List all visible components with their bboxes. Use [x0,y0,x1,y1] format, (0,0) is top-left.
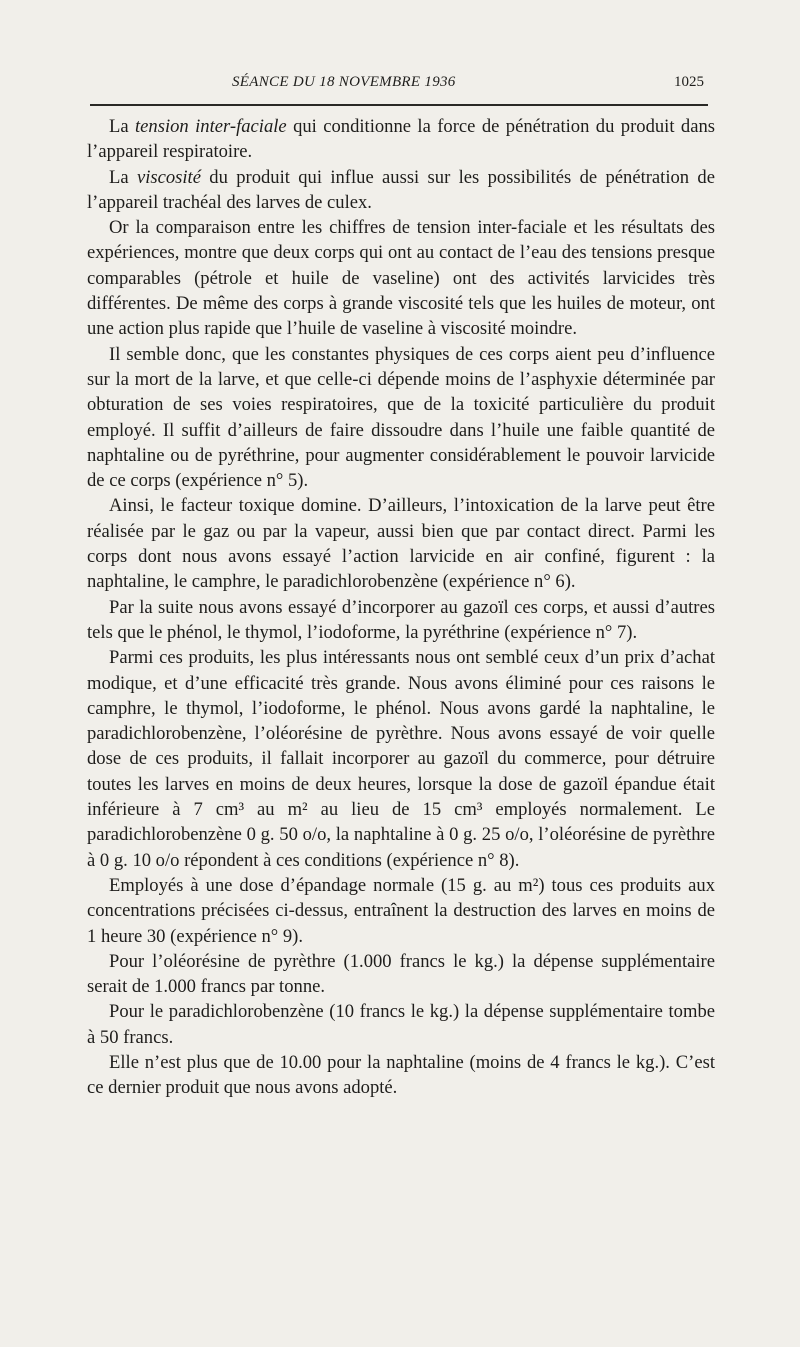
term-tension-interfaciale: tension inter-faciale [135,116,287,137]
page-number: 1025 [674,74,704,90]
running-title: SÉANCE DU 18 NOVEMBRE 1936 [232,74,456,90]
term-viscosite: viscosité [136,166,201,188]
paragraph-epandage: Employés à une dose d’épandage normale (15 g. au m²) tous ces produits aux concentrations précisées ci-dessus, entraînent la destruction des larves en moins de 1 heure 30 (expérience n° 9). [87,874,715,947]
paragraph-facteur-toxique: Ainsi, le facteur toxique domine. D’ailleurs, l’intoxication de la larve peut être réalisée par le gaz ou par la vapeur, aussi bien que par contact direct. Parmi les corps dont nous avons essayé l’action larvicide en air confiné, figurent : la naphtaline, le camphre, le paradichlorobenzène (expérience n° 6). [87,495,715,593]
paragraph-produits: Parmi ces produits, les plus intéressants nous ont semblé ceux d’un prix d’achat modique, et d’une efficacité très grande. Nous avons éliminé pour ces raisons le camphre, le thymol, l’iodoforme, le phénol. Nous avons gardé la naphtaline, le paradichlorobenzène, l’oléorésine de pyrèthre. Nous avons essayé de voir quelle dose de ces produits, il fallait incorporer au gazoïl du commerce, pour détruire toutes les larves en moins de deux heures, lorsque la dose de gazoïl épandue était inférieure à 7 cm³ au m² au lieu de 15 cm³ employés normalement. Le paradichlorobenzène 0 g. 50 o/o, la naphtaline à 0 g. 25 o/o, l’oléorésine de pyrèthre à 0 g. 10 o/o répondent à ces conditions (expérience n° 8). [87,647,715,871]
paragraph-tension-rest: qui conditionne la force de pénétration du produit dans l’appareil respiratoire. [87,116,715,163]
paragraph-tension-lead: La [109,116,136,137]
paragraph-viscosite [87,165,715,216]
header-rule [90,104,708,106]
paragraph-naphtaline-cost: Elle n’est plus que de 10.00 pour la naphtaline (moins de 4 francs le kg.). C’est ce dernier produit que nous avons adopté. [87,1051,715,1099]
paragraph-viscosite-lead: La [109,166,137,188]
paragraph-paradichlorobenzene-cost: Pour le paradichlorobenzène (10 francs le kg.) la dépense supplémentaire tombe à 50 francs. [87,1001,715,1048]
paragraph-comparaison: Or la comparaison entre les chiffres de tension inter-faciale et les résultats des expériences, montre que deux corps qui ont au contact de l’eau des tensions presque comparables (pétrole et huile de vaseline) ont des activités larvicides très différentes. De même des corps à grande viscosité tels que les huiles de moteur, ont une action plus rapide que l’huile de vaseline à viscosité moindre. [87,217,715,340]
paragraph-gazoil: Par la suite nous avons essayé d’incorporer au gazoïl ces corps, et aussi d’autres tels que le phénol, le thymol, l’iodoforme, la pyréthrine (expérience n° 7). [87,596,715,643]
paragraph-constantes: Il semble donc, que les constantes physiques de ces corps aient peu d’influence sur la mort de la larve, et que celle-ci dépende moins de l’asphyxie déterminée par obturation de ses voies respiratoires, que de la toxicité particulière du produit employé. Il suffit d’ailleurs de faire dissoudre dans l’huile une faible quantité de naphtaline ou de pyréthrine, pour augmenter considérablement le pouvoir larvicide de ce corps (expérience n° 5). [87,343,715,492]
paragraph-tension [87,114,715,165]
paragraph-viscosite-rest: du produit qui influe aussi sur les possibilités de pénétration de l’appareil trachéal des larves de culex. [87,166,715,213]
paragraph-pyrethre-cost: Pour l’oléorésine de pyrèthre (1.000 francs le kg.) la dépense supplémentaire serait de 1.000 francs par tonne. [87,950,715,998]
body-text [87,114,715,1101]
